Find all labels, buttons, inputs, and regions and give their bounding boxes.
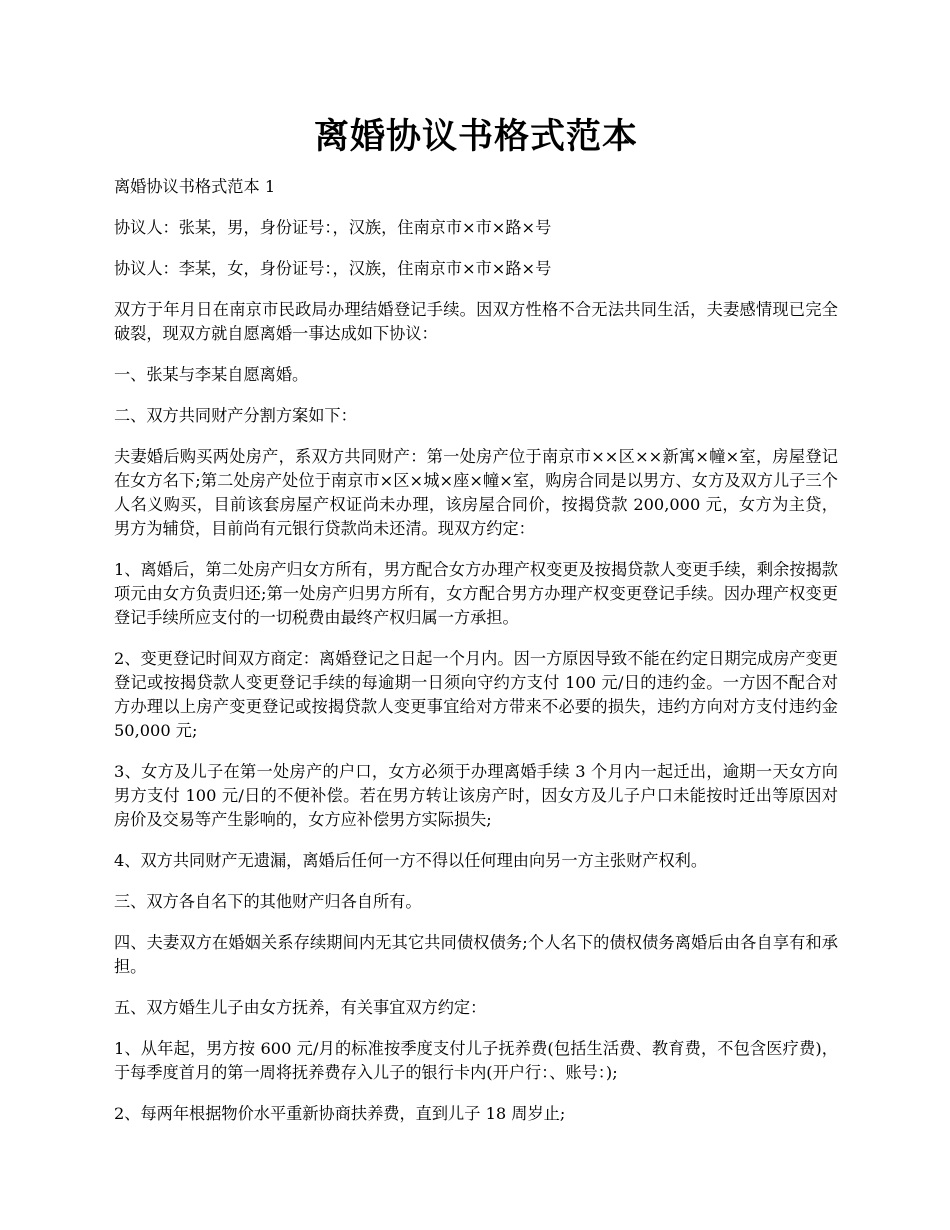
paragraph: 双方于年月日在南京市民政局办理结婚登记手续。因双方性格不合无法共同生活，夫妻感情现已完全破裂，现双方就自愿离婚一事达成如下协议： [114,300,838,343]
paragraph: 协议人：李某，女，身份证号：，汉族，住南京市×市×路×号 [114,259,552,278]
paragraph: 五、双方婚生儿子由女方抚养，有关事宜双方约定： [114,998,487,1017]
paragraph: 一、张某与李某自愿离婚。 [114,365,309,384]
paragraph: 协议人：张某，男，身份证号：，汉族，住南京市×市×路×号 [114,218,552,237]
paragraph: 4、双方共同财产无遗漏，离婚后任何一方不得以任何理由向另一方主张财产权利。 [114,851,708,870]
document-body [114,175,838,1126]
paragraph: 2、变更登记时间双方商定：离婚登记之日起一个月内。因一方原因导致不能在约定日期完成房产变更登记或按揭贷款人变更登记手续的每逾期一日须向守约方支付 100 元/日的违约金。一方因不配合对方办理以上房产变更登记或按揭贷款人变更事宜给对方带来不必要的损失，违约方向对方支付违约金 50,000 元; [114,649,838,740]
paragraph: 夫妻婚后购买两处房产，系双方共同财产：第一处房产位于南京市××区××新寓×幢×室，房屋登记在女方名下;第二处房产处位于南京市×区×城×座×幢×室，购房合同是以男方、女方及双方儿子三个人名义购买，目前该套房屋产权证尚未办理，该房屋合同价，按揭贷款 200,000 元，女方为主贷，男方为辅贷，目前尚有元银行贷款尚未还清。现双方约定： [114,447,838,538]
paragraph: 离婚协议书格式范本 1 [114,177,276,196]
paragraph: 3、女方及儿子在第一处房产的户口，女方必须于办理离婚手续 3 个月内一起迁出，逾期一天女方向男方支付 100 元/日的不便补偿。若在男方转让该房产时，因女方及儿子户口未能按时迁出等原因对房价及交易等产生影响的，女方应补偿男方实际损失; [114,762,838,829]
paragraph: 三、双方各自名下的其他财产归各自所有。 [114,892,422,911]
paragraph: 四、夫妻双方在婚姻关系存续期间内无其它共同债权债务;个人名下的债权债务离婚后由各自享有和承担。 [114,933,838,976]
paragraph: 2、每两年根据物价水平重新协商扶养费，直到儿子 18 周岁止; [114,1104,566,1123]
document-title: 离婚协议书格式范本 [313,116,638,157]
paragraph: 1、离婚后，第二处房产归女方所有，男方配合女方办理产权变更及按揭贷款人变更手续，剩余按揭款项元由女方负责归还;第一处房产归男方所有，女方配合男方办理产权变更登记手续。因办理产权变更登记手续所应支付的一切税费由最终产权归属一方承担。 [114,560,838,627]
paragraph: 1、从年起，男方按 600 元/月的标准按季度支付儿子抚养费(包括生活费、教育费，不包含医疗费)，于每季度首月的第一周将抚养费存入儿子的银行卡内(开户行：、账号：); [114,1039,838,1082]
paragraph: 二、双方共同财产分割方案如下： [114,406,357,425]
